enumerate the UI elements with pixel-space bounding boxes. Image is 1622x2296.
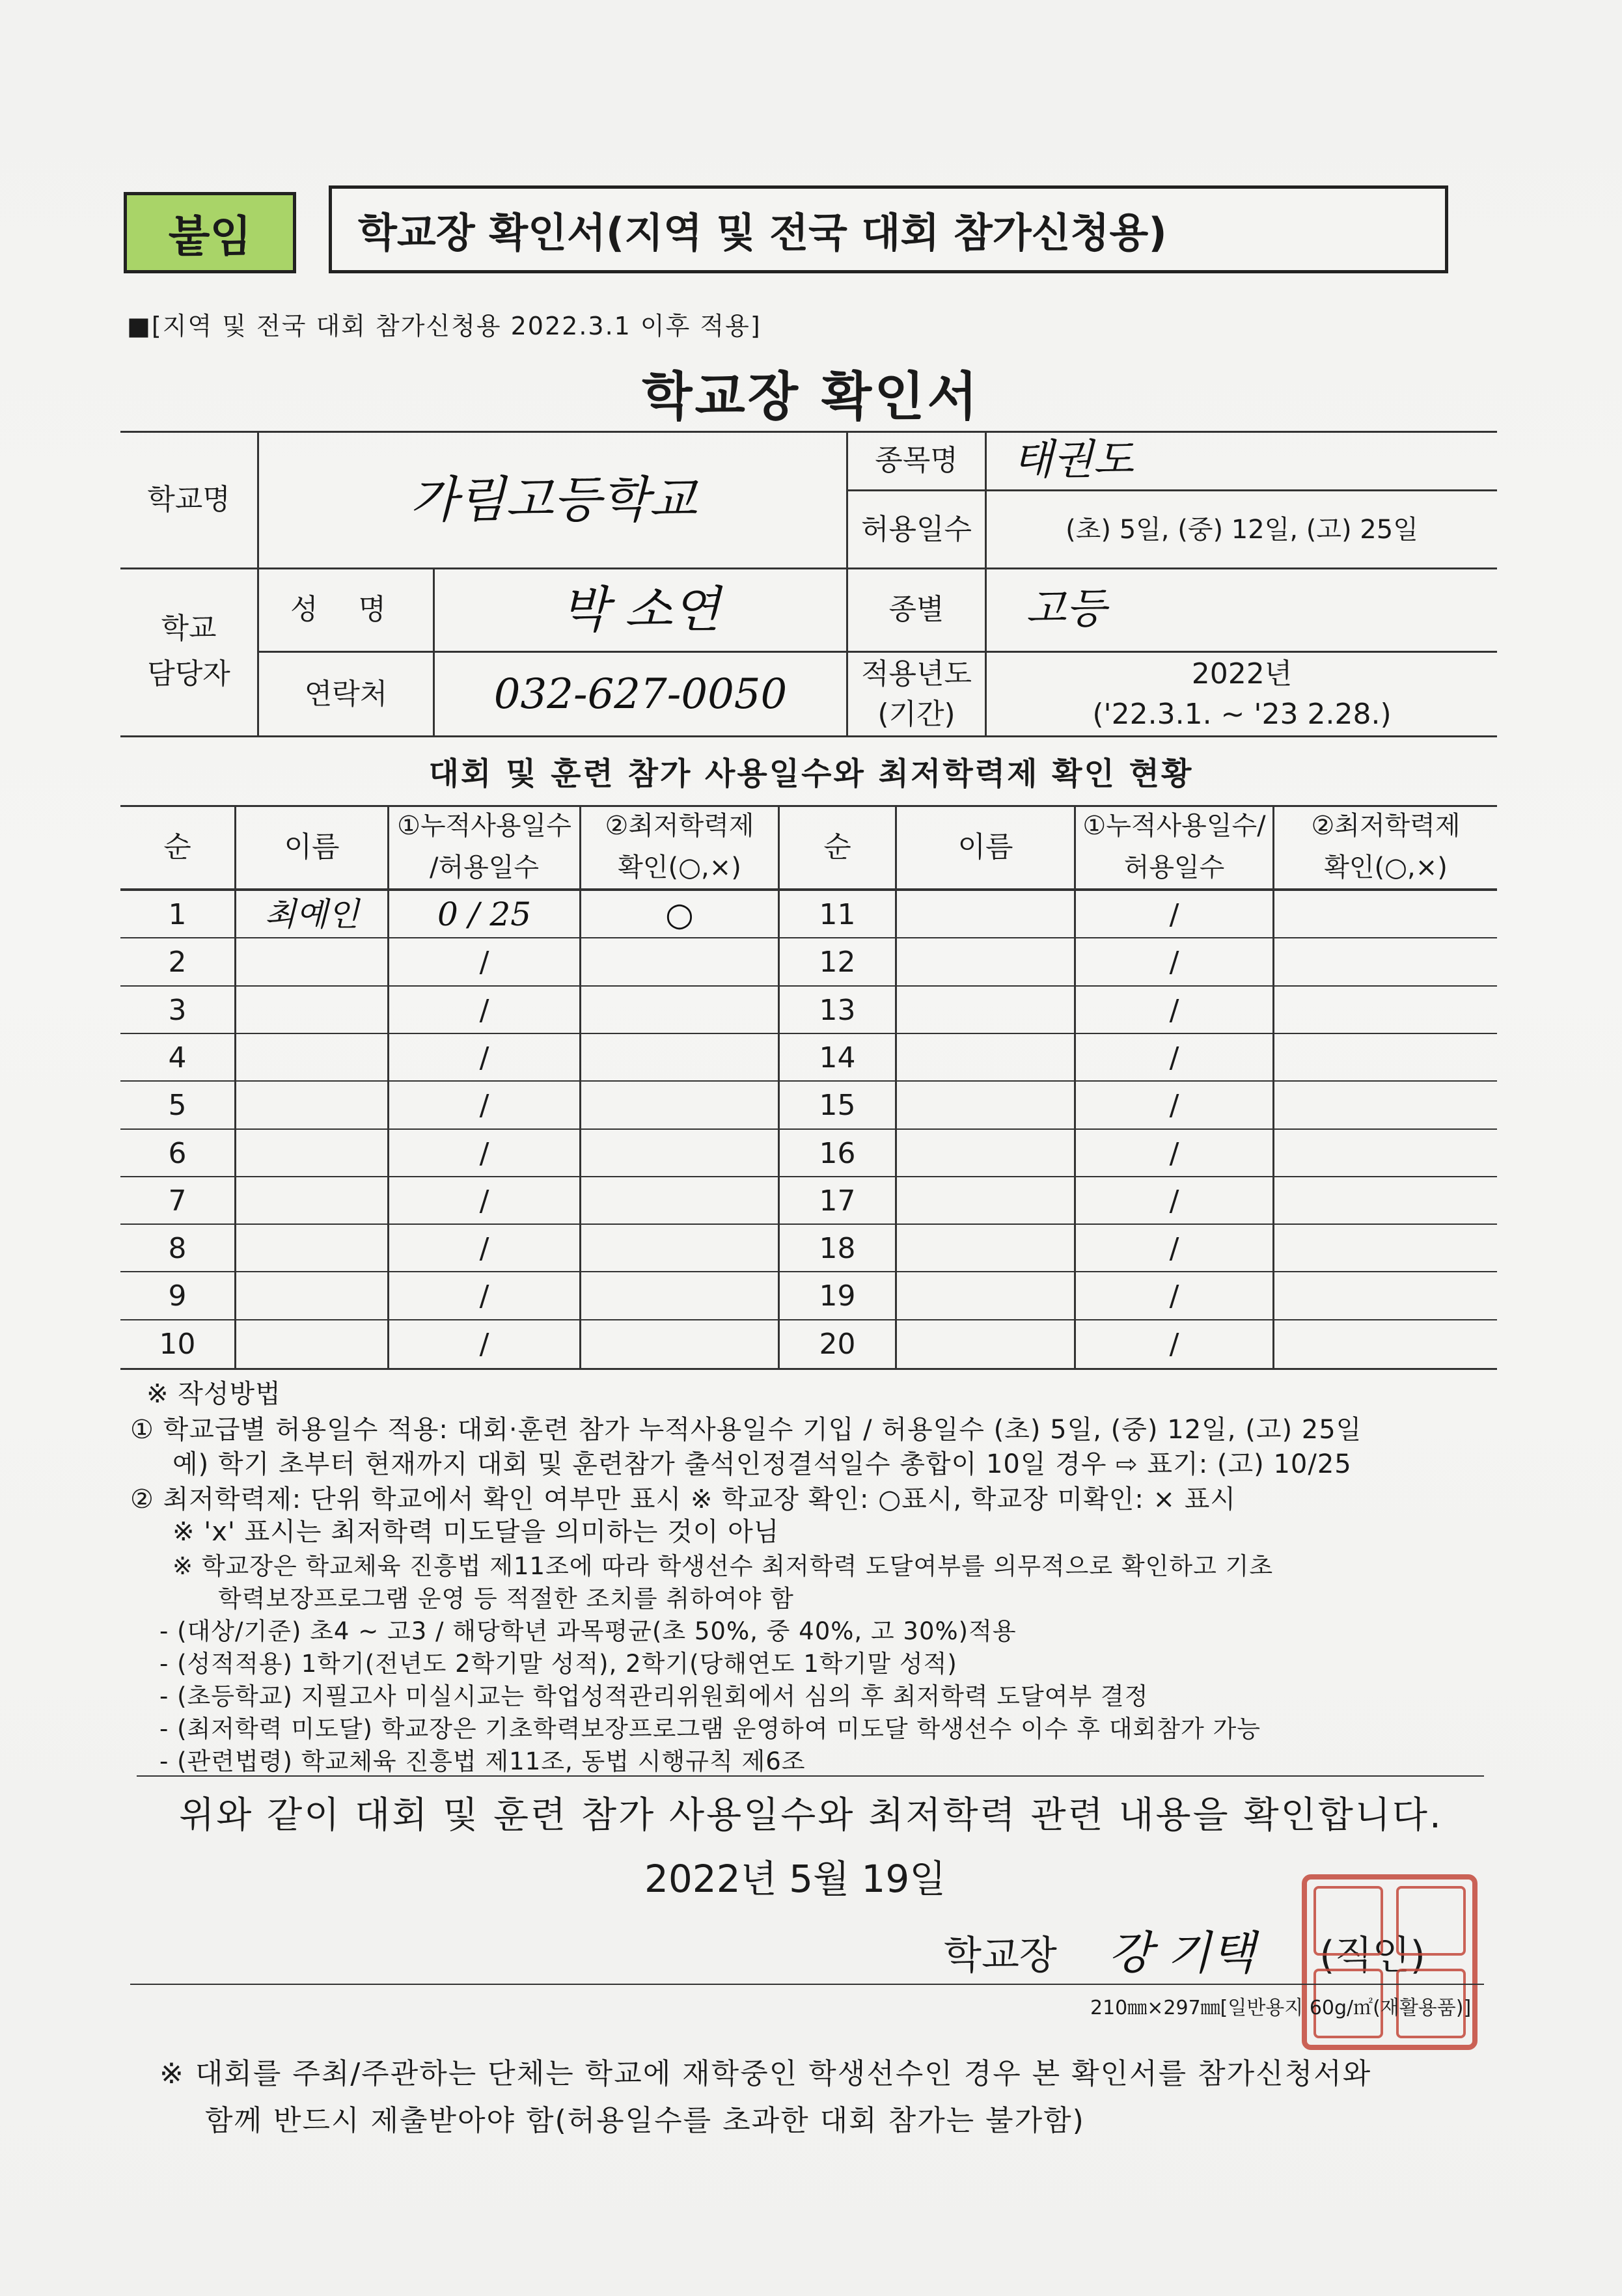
header-days-left-2: /허용일수 — [429, 853, 540, 882]
table-cell-left-name — [236, 1130, 387, 1177]
table-cell-left-no: 9 — [168, 1279, 187, 1313]
table-cell-left-days: / — [479, 994, 489, 1027]
header-acad-right-2: 확인(○,×) — [1324, 853, 1448, 882]
year-label: 적용년도 — [860, 657, 972, 690]
header-days-right-2: 허용일수 — [1123, 853, 1225, 882]
table-cell-left-days: / — [479, 1232, 489, 1265]
category-value: 고등 — [1026, 585, 1107, 633]
category-label: 종별 — [888, 592, 944, 626]
header-order-left: 순 — [163, 830, 191, 864]
table-cell-left-name — [236, 1034, 387, 1082]
table-cell-right-name — [897, 1082, 1074, 1129]
table-cell-right-days: / — [1169, 994, 1179, 1027]
table-cell-right-no: 13 — [819, 994, 856, 1027]
table-cell-left-days: / — [479, 1328, 489, 1361]
table-cell-right-name — [897, 1320, 1074, 1368]
confirmation-text: 위와 같이 대회 및 훈련 참가 사용일수와 최저학력 관련 내용을 확인합니다. — [179, 1794, 1443, 1837]
applicability-note: ■[지역 및 전국 대회 참가신청용 2022.3.1 이후 적용] — [127, 312, 762, 340]
method-line-9: - (초등학교) 지필고사 미실시교는 학업성적관리위원회에서 심의 후 최저학력 도달여부 결정 — [159, 1682, 1149, 1710]
table-cell-right-check — [1274, 1272, 1497, 1320]
school-name-value: 가림고등학교 — [409, 470, 697, 528]
table-cell-left-no: 8 — [168, 1232, 187, 1265]
table-cell-right-name — [897, 1177, 1074, 1225]
table-cell-right-name — [897, 1034, 1074, 1082]
table-cell-right-check — [1274, 1082, 1497, 1129]
header-order-right: 순 — [823, 830, 851, 864]
table-cell-left-no: 7 — [168, 1184, 187, 1218]
method-line-4: ※ 'x' 표시는 최저학력 미도달을 의미하는 것이 아님 — [172, 1517, 780, 1547]
sport-value: 태권도 — [1013, 436, 1134, 484]
table-cell-left-days: / — [479, 1279, 489, 1313]
footnote-line-2: 함께 반드시 제출받아야 함(허용일수를 초과한 대회 참가는 불가함) — [205, 2104, 1085, 2137]
attachment-tag: 붙임 — [124, 192, 296, 273]
table-cell-left-no: 5 — [168, 1089, 187, 1122]
method-line-5: ※ 학교장은 학교체육 진흥법 제11조에 따라 학생선수 최저학력 도달여부를 의무적으로 확인하고 기초 — [172, 1552, 1274, 1580]
table-cell-left-days: 0 / 25 — [437, 895, 532, 934]
person-name-value: 박 소연 — [560, 580, 721, 638]
table-cell-right-check — [1274, 891, 1497, 938]
person-name-label: 성 명 — [290, 592, 402, 626]
table-cell-left-no: 4 — [168, 1041, 187, 1074]
header-days-left: ①누적사용일수 — [397, 811, 571, 841]
table-cell-right-check — [1274, 1320, 1497, 1368]
header-acad-right: ②최저학력제 — [1311, 811, 1461, 841]
header-acad-left: ②최저학력제 — [605, 811, 754, 841]
phone-value: 032-627-0050 — [493, 670, 788, 718]
table-cell-left-check — [581, 987, 778, 1034]
table-cell-right-days: / — [1169, 1089, 1179, 1122]
phone-label: 연락처 — [304, 677, 388, 711]
table-cell-right-no: 19 — [819, 1279, 856, 1313]
method-line-8: - (성적적용) 1학기(전년도 2학기말 성적), 2학기(당해연도 1학기말 성적) — [159, 1650, 957, 1678]
method-line-2: 예) 학기 초부터 현재까지 대회 및 훈련참가 출석인정결석일수 총합이 10일 경우 ⇨ 표기: (고) 10/25 — [172, 1449, 1352, 1479]
table-cell-right-name — [897, 891, 1074, 938]
table-cell-right-check — [1274, 1130, 1497, 1177]
contact-label-2: 담당자 — [147, 657, 230, 690]
table-cell-left-name — [236, 1225, 387, 1272]
allowed-days-value: (초) 5일, (중) 12일, (고) 25일 — [1065, 514, 1418, 545]
table-cell-left-name — [236, 1272, 387, 1320]
table-cell-left-name — [236, 987, 387, 1034]
table-cell-left-no: 10 — [159, 1328, 196, 1361]
table-cell-left-days: / — [479, 946, 489, 979]
table-cell-right-check — [1274, 1177, 1497, 1225]
table-cell-left-check — [581, 1177, 778, 1225]
header-name-left: 이름 — [284, 830, 340, 864]
principal-name: 강 기택 — [1108, 1926, 1256, 1980]
table-cell-right-name — [897, 1225, 1074, 1272]
table-cell-left-check — [581, 938, 778, 986]
school-name-label: 학교명 — [147, 482, 230, 516]
method-title: ※ 작성방법 — [146, 1379, 281, 1409]
document-title: 학교장 확인서 — [642, 366, 980, 427]
table-cell-right-name — [897, 938, 1074, 986]
table-cell-left-name — [236, 1177, 387, 1225]
table-cell-left-check: ○ — [665, 895, 694, 934]
table-cell-right-no: 15 — [819, 1089, 856, 1122]
section-title: 대회 및 훈련 참가 사용일수와 최저학력제 확인 현황 — [428, 756, 1194, 792]
header-days-right: ①누적사용일수/ — [1082, 811, 1266, 841]
table-cell-left-no: 6 — [168, 1137, 187, 1170]
year-period-value: ('22.3.1. ~ '23 2.28.) — [1092, 698, 1392, 731]
table-cell-left-check — [581, 1272, 778, 1320]
table-cell-right-days: / — [1169, 1279, 1179, 1313]
table-cell-left-no: 3 — [168, 994, 187, 1027]
table-cell-right-days: / — [1169, 1328, 1179, 1361]
table-cell-right-days: / — [1169, 898, 1179, 931]
year-period-label: (기간) — [877, 698, 955, 731]
official-seal-stamp — [1302, 1874, 1478, 2050]
year-value: 2022년 — [1191, 657, 1293, 690]
paper-size-note: 210㎜×297㎜[일반용지 60g/㎡(재활용품)] — [1090, 1997, 1472, 2019]
table-cell-right-days: / — [1169, 1137, 1179, 1170]
table-cell-left-days: / — [479, 1137, 489, 1170]
table-cell-left-no: 2 — [168, 946, 187, 979]
table-cell-left-name — [236, 1320, 387, 1368]
table-cell-right-days: / — [1169, 1041, 1179, 1074]
contact-label: 학교 — [161, 611, 217, 645]
table-cell-left-name — [236, 1082, 387, 1129]
table-cell-right-no: 17 — [819, 1184, 856, 1218]
table-cell-right-no: 20 — [819, 1328, 856, 1361]
table-cell-right-no: 16 — [819, 1137, 856, 1170]
method-line-1: ① 학교급별 허용일수 적용: 대회·훈련 참가 누적사용일수 기입 / 허용일수 (초) 5일, (중) 12일, (고) 25일 — [130, 1415, 1362, 1445]
allowed-days-label: 허용일수 — [860, 513, 972, 546]
table-cell-left-check — [581, 1225, 778, 1272]
table-cell-right-name — [897, 1272, 1074, 1320]
method-line-6: 학력보장프로그램 운영 등 적절한 조치를 취하여야 함 — [218, 1585, 794, 1613]
table-cell-left-name — [236, 938, 387, 986]
method-line-7: - (대상/기준) 초4 ~ 고3 / 해당학년 과목평균(초 50%, 중 40%, 고 30%)적용 — [159, 1617, 1017, 1645]
table-cell-right-days: / — [1169, 1184, 1179, 1218]
table-cell-left-no: 1 — [168, 898, 187, 931]
table-cell-right-check — [1274, 1225, 1497, 1272]
table-cell-right-name — [897, 1130, 1074, 1177]
table-cell-left-check — [581, 1082, 778, 1129]
table-cell-right-no: 14 — [819, 1041, 856, 1074]
table-cell-left-name: 최예인 — [264, 895, 359, 934]
confirmation-date: 2022년 5월 19일 — [644, 1857, 946, 1901]
table-cell-right-name — [897, 987, 1074, 1034]
principal-title: 학교장 — [944, 1933, 1057, 1978]
table-cell-left-days: / — [479, 1184, 489, 1218]
table-cell-right-check — [1274, 1034, 1497, 1082]
table-cell-left-check — [581, 1130, 778, 1177]
table-cell-right-no: 18 — [819, 1232, 856, 1265]
table-cell-left-check — [581, 1034, 778, 1082]
table-cell-right-check — [1274, 938, 1497, 986]
table-cell-right-no: 11 — [819, 898, 856, 931]
method-line-10: - (최저학력 미도달) 학교장은 기초학력보장프로그램 운영하여 미도달 학생선수 이수 후 대회참가 가능 — [159, 1715, 1261, 1743]
table-cell-left-check — [581, 1320, 778, 1368]
header-acad-left-2: 확인(○,×) — [618, 853, 741, 882]
method-line-11: - (관련법령) 학교체육 진흥법 제11조, 동법 시행규칙 제6조 — [159, 1747, 806, 1775]
table-cell-right-days: / — [1169, 1232, 1179, 1265]
table-cell-right-days: / — [1169, 946, 1179, 979]
table-cell-right-check — [1274, 987, 1497, 1034]
footnote-line-1: ※ 대회를 주최/주관하는 단체는 학교에 재학중인 학생선수인 경우 본 확인서를 참가신청서와 — [159, 2057, 1372, 2090]
seal-label: (직인) — [1319, 1933, 1425, 1978]
table-cell-right-no: 12 — [819, 946, 856, 979]
header-box: 학교장 확인서(지역 및 전국 대회 참가신청용) — [329, 185, 1448, 273]
table-cell-left-days: / — [479, 1089, 489, 1122]
sport-label: 종목명 — [875, 443, 958, 477]
table-cell-left-days: / — [479, 1041, 489, 1074]
header-name-right: 이름 — [957, 830, 1013, 864]
method-line-3: ② 최저학력제: 단위 학교에서 확인 여부만 표시 ※ 학교장 확인: ○표시, 학교장 미확인: × 표시 — [130, 1484, 1237, 1514]
